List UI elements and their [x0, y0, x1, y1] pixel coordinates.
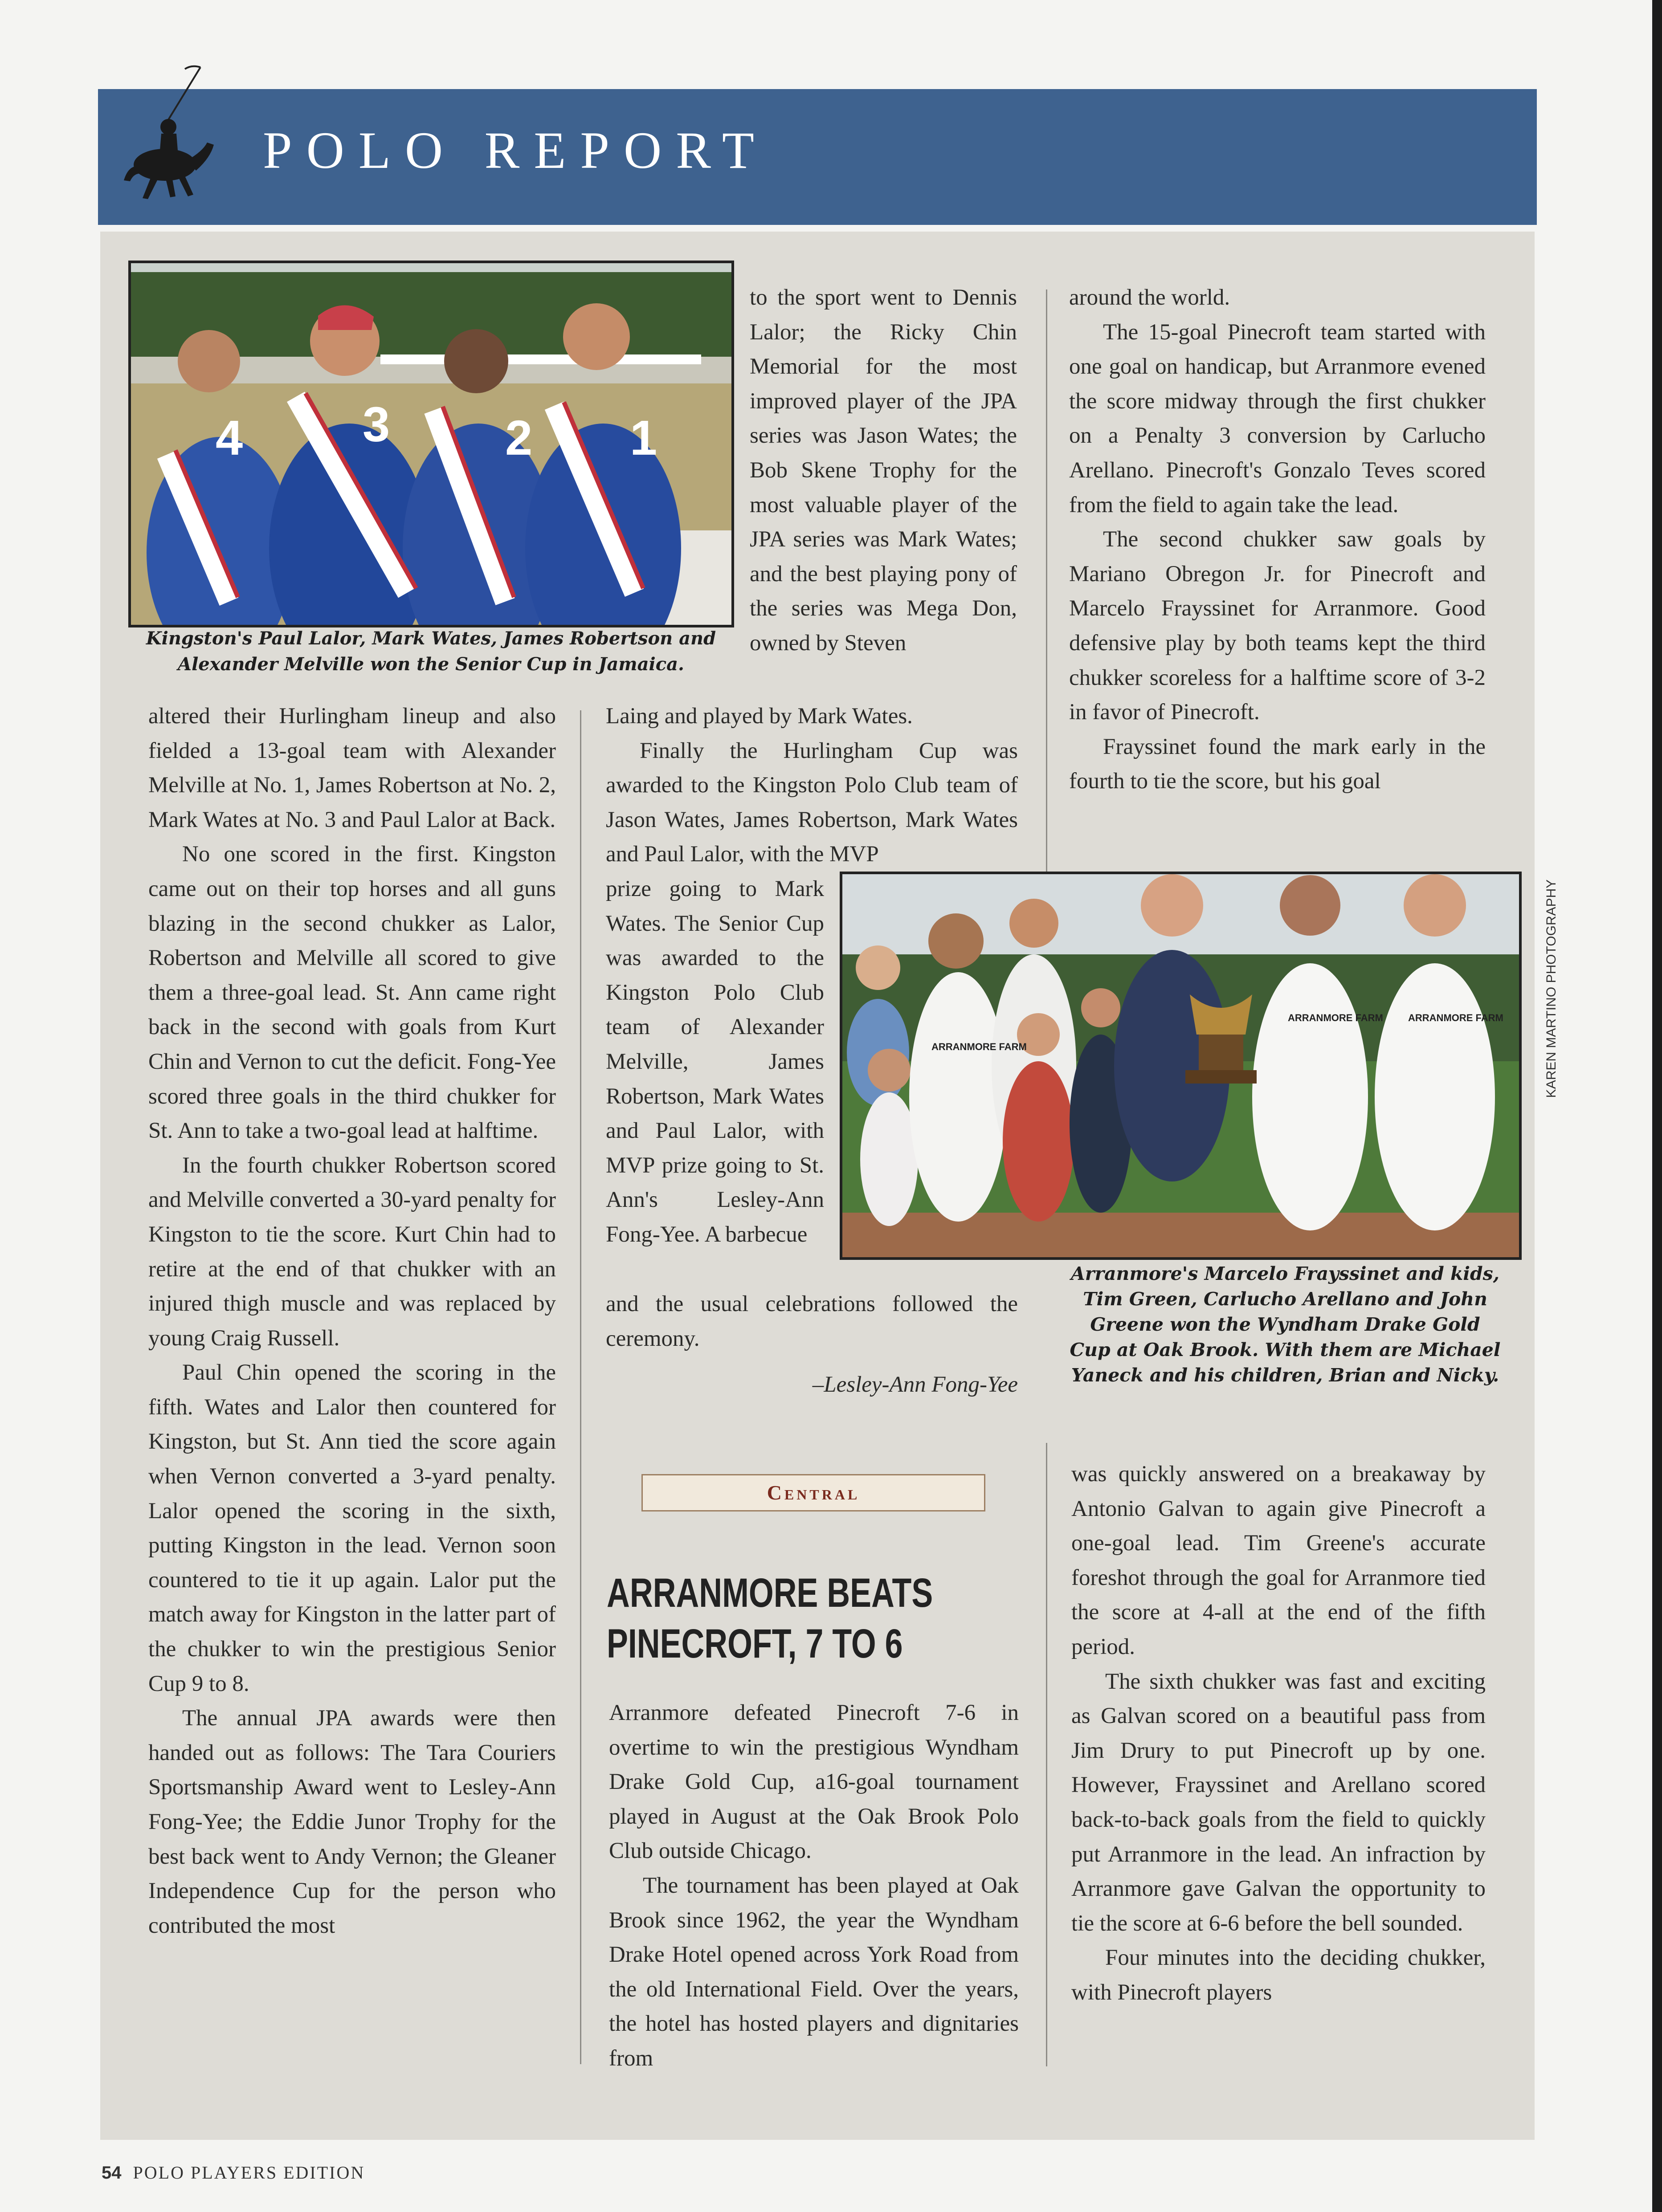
article-column-2-end: [606, 1287, 1018, 1402]
article-column-1: [148, 699, 556, 1943]
author-signature: –Lesley-Ann Fong-Yee: [812, 1372, 1018, 1397]
jersey-number: 4: [216, 411, 243, 465]
polo-player-logo-icon: [111, 60, 227, 203]
photo-caption-kingston: Kingston's Paul Lalor, Mark Wates, James Robertson and Alexander Melville won the Senior Cup in Jamaica.: [146, 628, 716, 675]
article-headline: [607, 1568, 933, 1669]
column-divider-right: [1046, 289, 1047, 873]
paragraph: Arranmore defeated Pinecroft 7-6 in overtime to win the prestigious Wyndham Drake Gold Cup, a16-goal tournament played in August at the Oak Brook Polo Club outside Chicago.: [609, 1700, 1019, 1864]
page-number: 54: [102, 2163, 122, 2183]
kingston-team-photo: [128, 261, 734, 627]
article-column-2-middle: [606, 699, 1018, 872]
article-column-2-top: [750, 281, 1017, 661]
article-column-3-bottom: [1071, 1457, 1486, 2010]
section-title: POLO REPORT: [263, 121, 768, 179]
page-footer: [102, 2162, 365, 2183]
paragraph: The sixth chukker was fast and exciting as Galvan scored on a beautiful pass from Jim Drury to put Pinecroft up by one. However, Frayssinet and Arellano scored back-to-back goals from the field to quickly put Arranmore in the lead. An infraction by Arranmore gave Galvan the opportunity to tie the score at 6-6 before the bell sounded.: [1071, 1669, 1486, 1936]
paragraph: Frayssinet found the mark early in the fourth to tie the score, but his goal: [1069, 734, 1486, 794]
paragraph: Four minutes into the deciding chukker, with Pinecroft players: [1071, 1945, 1486, 2005]
photo-caption-arranmore: Arranmore's Marcelo Frayssinet and kids, Tim Green, Carlucho Arellano and John Greene won the Wyndham Drake Gold Cup at Oak Brook. With them are Michael Yaneck and his children, Brian and Nicky.: [1070, 1263, 1501, 1386]
section-header-bar: [98, 89, 1537, 225]
arranmore-team-photo: [840, 872, 1522, 1260]
column-divider-left: [580, 710, 581, 2064]
paragraph: Finally the Hurlingham Cup was awarded to the Kingston Polo Club team of Jason Wates, James Robertson, Mark Wates and Paul Lalor, with the MVP: [606, 738, 1018, 867]
article-column-3-top: [1069, 281, 1486, 799]
column-divider-right-lower: [1046, 1443, 1047, 2066]
paragraph: Laing and played by Mark Wates.: [606, 704, 913, 729]
paragraph: The tournament has been played at Oak Brook since 1962, the year the Wyndham Drake Hotel opened across York Road from the old International Field. Over the years, the hotel has hosted players and dignitaries from: [609, 1873, 1019, 2071]
headline-line: PINECROFT, 7 TO 6: [607, 1621, 903, 1666]
paragraph: to the sport went to Dennis Lalor; the Ricky Chin Memorial for the most improved player of the JPA series was Jason Wates; the Bob Skene Trophy for the most valuable player of the JPA series was Mark Wates; and the best playing pony of the series was Mega Don, owned by Steven: [750, 285, 1017, 656]
paragraph: In the fourth chukker Robertson scored and Melville converted a 30-yard penalty for Kingston to tie the score. Kurt Chin had to retire at the end of that chukker with an injured thigh muscle and was replaced by young Craig Russell.: [148, 1153, 556, 1351]
jersey-number: 1: [630, 411, 657, 465]
paragraph: prize going to Mark Wates. The Senior Cup was awarded to the Kingston Polo Club team of Alexander Melville, James Robertson, Mark Wates and Paul Lalor, with MVP prize going to St. Ann's Lesley-Ann Fong-Yee. A barbecue: [606, 876, 824, 1247]
section-label: Central: [767, 1481, 860, 1504]
paragraph: No one scored in the first. Kingston came out on their top horses and all guns blazing in the second chukker as Lalor, Robertson and Melville all scored to give them a three-goal lead. St. Ann came right back in the second with goals from Kurt Chin and Vernon to cut the deficit. Fong-Yee scored three goals in the third chukker for St. Ann to take a two-goal lead at halftime.: [148, 842, 556, 1144]
jersey-number: 3: [363, 397, 390, 452]
headline-line: ARRANMORE BEATS: [607, 1570, 933, 1616]
paragraph: altered their Hurlingham lineup and also fielded a 13-goal team with Alexander Melville at No. 1, James Robertson at No. 2, Mark Wates at No. 3 and Paul Lalor at Back.: [148, 704, 556, 832]
article-column-2-bottom: [609, 1696, 1019, 2076]
section-label-box: [641, 1474, 985, 1511]
paragraph: The annual JPA awards were then handed out as follows: The Tara Couriers Sportsmanship Award went to Lesley-Ann Fong-Yee; the Eddie Junor Trophy for the best back went to Andy Vernon; the Gleaner Independence Cup for the person who contributed the most: [148, 1706, 556, 1938]
page-edge: [1652, 0, 1662, 2212]
article-column-2-narrow: [606, 872, 824, 1252]
shirt-text: ARRANMORE FARM: [1288, 1012, 1383, 1023]
publication-name: POLO PLAYERS EDITION: [133, 2163, 365, 2183]
paragraph: was quickly answered on a breakaway by Antonio Galvan to again give Pinecroft a one-goal lead. Tim Greene's accurate foreshot through the goal for Arranmore tied the score at 4-all at the end of the fifth period.: [1071, 1462, 1486, 1659]
jersey-number: 2: [505, 411, 533, 465]
shirt-text: ARRANMORE FARM: [1408, 1012, 1503, 1023]
paragraph: Paul Chin opened the scoring in the fifth. Wates and Lalor then countered for Kingston, but St. Ann tied the score again when Vernon converted a 3-yard penalty. Lalor opened the scoring in the sixth, putting Kingston in the lead. Vernon soon countered to tie it up again. Lalor put the match away for Kingston in the latter part of the chukker to win the prestigious Senior Cup 9 to 8.: [148, 1360, 556, 1696]
paragraph: The second chukker saw goals by Mariano Obregon Jr. for Pinecroft and Marcelo Frayssinet for Arranmore. Good defensive play by both teams kept the third chukker scoreless for a halftime score of 3-2 in favor of Pinecroft.: [1069, 527, 1486, 725]
shirt-text: ARRANMORE FARM: [931, 1041, 1027, 1052]
photo-credit-text: KAREN MARTINO PHOTOGRAPHY: [1544, 879, 1559, 1098]
paragraph: The 15-goal Pinecroft team started with one goal on handicap, but Arranmore evened the score midway through the first chukker on a Penalty 3 conversion by Carlucho Arellano. Pinecroft's Gonzalo Teves scored from the field to again take the lead.: [1069, 319, 1486, 517]
paragraph: and the usual celebrations followed the ceremony.: [606, 1291, 1018, 1351]
photo-credit: [1544, 877, 1560, 1100]
paragraph: around the world.: [1069, 285, 1230, 310]
